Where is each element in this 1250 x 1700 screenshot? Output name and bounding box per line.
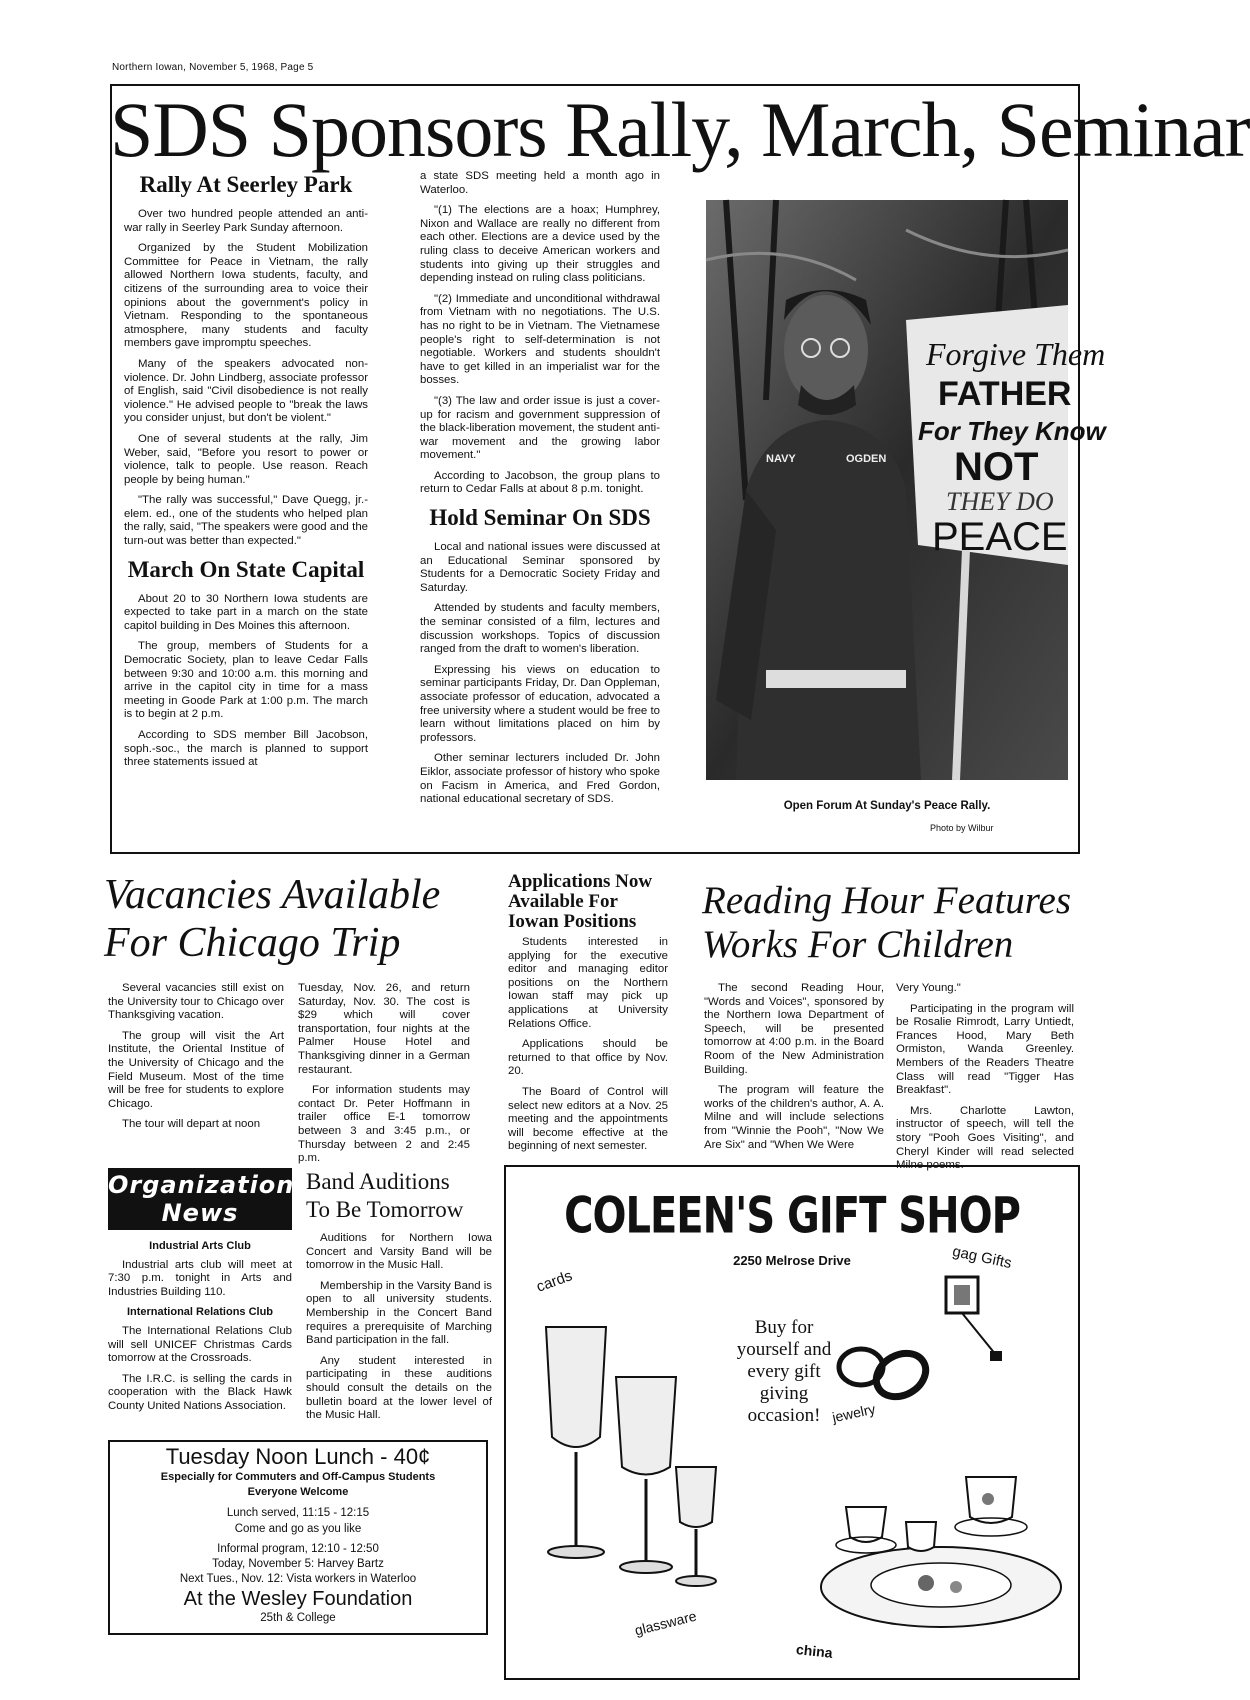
rally-headline: Rally At Seerley Park: [139, 172, 353, 197]
reading-headline-2: Works For Children: [702, 923, 1014, 966]
march-cont-paragraph: "(2) Immediate and unconditional withdrawal from Vietnam with no negotiations. The U.S. has no right to be in Vietnam. The Vietnamese people's right to self-determination is not negotiable. Workers and students shouldn't have to get killed in an imperialist war for the bosses.: [420, 292, 660, 387]
lunch-line: Especially for Commuters and Off-Campus Students: [160, 1471, 436, 1483]
chicago-paragraph: The group will visit the Art Institute, the Oriental Institue of the University of Chicago and the Field Museum. Most of the time will be free for students to explore Chicago.: [108, 1029, 284, 1110]
sign-line: Forgive Them: [926, 336, 1106, 372]
reading-paragraph: The second Reading Hour, "Words and Voices", sponsored by the Northern Iowa Department of Speech, will be presented tomorrow at 4:00 p.m. in the Board Room of the New Administration Building.: [704, 982, 884, 1076]
lunch-line: Informal program, 12:10 - 12:50: [217, 1543, 379, 1555]
rally-paragraph: "The rally was successful," Dave Quegg, jr.-elem. ed., one of the students who helped plan the rally, said, "The speakers were good and the turn-out was better than expected.": [124, 494, 368, 548]
label-gag-gifts: gag Gifts: [950, 1242, 1014, 1273]
applications-column: [508, 872, 668, 1161]
reading-paragraph: The program will feature the works of the children's author, A. A. Milne and will include selections from "Winnie the Pooh", "Now We Are Six" and "When We Were: [704, 1084, 884, 1151]
label-jewelry: jewelry: [830, 1400, 877, 1426]
band-paragraph: Any student interested in participating in these auditions should consult the details on the bulletin board at the lower level of the Music Hall.: [306, 1354, 492, 1422]
rally-paragraph: Over two hundred people attended an anti-war rally in Seerley Park Sunday afternoon.: [124, 208, 368, 234]
chicago-col-2: [298, 982, 470, 1173]
reading-headline-1: Reading Hour Features: [702, 879, 1071, 922]
march-paragraph: According to SDS member Bill Jacobson, soph.-soc., the march is planned to support three statements issued at: [124, 729, 368, 769]
march-cont-paragraph: "(1) The elections are a hoax; Humphrey, Nixon and Wallace are really no different from each other. Elections are a device used by the ruling class to deceive American workers and students into giving up their struggles and depending instead on ruling class politicians.: [420, 204, 660, 285]
reading-paragraph: Very Young.": [896, 982, 961, 994]
china-illustration: [816, 1467, 1066, 1637]
seminar-paragraph: Attended by students and faculty members, the seminar consisted of a film, lectures and discussion workshops. Topics of discussion ranged from the draft to women's liberation.: [420, 602, 660, 656]
lunch-ad: [108, 1440, 488, 1635]
rally-photo-illustration: [706, 200, 1106, 780]
band-headline-2: To Be Tomorrow: [306, 1197, 464, 1222]
seminar-body: [420, 541, 660, 807]
lunch-line: Today, November 5: Harvey Bartz: [212, 1558, 384, 1570]
march-body: [124, 593, 368, 770]
gift-shop-title: COLEEN'S GIFT SHOP: [564, 1187, 1020, 1245]
rally-paragraph: One of several students at the rally, Jim Weber, said, "Before you resort to power or violence, talk to people. Use reason. Reach people by being human.": [124, 432, 368, 486]
chicago-paragraph: Several vacancies still exist on the University tour to Chicago over Thanksgiving vacation.: [108, 982, 284, 1022]
march-continued-column: [420, 170, 660, 814]
rally-photo: [706, 200, 1106, 780]
club-title: Industrial Arts Club: [149, 1240, 251, 1252]
lunch-line: Come and go as you like: [234, 1523, 362, 1535]
applications-paragraph: The Board of Control will select new editors at a Nov. 25 meeting and the appointments will become effective at the beginning of next semester.: [508, 1085, 668, 1153]
applications-headline: Applications Now Available For Iowan Positions: [508, 871, 653, 932]
lunch-venue: At the Wesley Foundation: [183, 1588, 413, 1610]
organization-news-banner: [108, 1168, 295, 1230]
chicago-paragraph: For information students may contact Dr. Peter Hoffmann in trailer office E-1 tomorrow between 3 and 3:45 p.m., or Thursday between 2 and 2:45 p.m.: [298, 1084, 470, 1165]
rally-column: [124, 172, 368, 777]
sign-line: NOT: [954, 445, 1039, 489]
shirt-text-left: NAVY: [766, 453, 796, 465]
chicago-headline-1: Vacancies Available: [104, 872, 441, 918]
march-headline: March On State Capital: [127, 556, 365, 582]
chicago-col-1: [108, 982, 284, 1139]
gift-shop-address: 2250 Melrose Drive: [733, 1253, 851, 1268]
lunch-title: Tuesday Noon Lunch - 40¢: [165, 1444, 431, 1469]
sign-line: For They Know: [918, 416, 1106, 446]
sign-line: PEACE: [932, 515, 1068, 559]
seminar-headline: Hold Seminar On SDS: [429, 505, 651, 531]
gag-gift-illustration: [936, 1267, 1016, 1377]
shirt-text-right: OGDEN: [846, 453, 887, 465]
chicago-paragraph: Tuesday, Nov. 26, and return Saturday, Nov. 30. The cost is $29 which will cover transportation, four nights at the Palmer House Hotel and Thanksgiving dinner in a German restaurant.: [298, 982, 470, 1076]
seminar-paragraph: Local and national issues were discussed at an Educational Seminar sponsored by Students for a Democratic Society Friday and Saturday.: [420, 541, 660, 594]
glassware-illustration: [526, 1317, 726, 1617]
club-text: The I.R.C. is selling the cards in cooperation with the Black Hawk County United Nations Association.: [108, 1372, 292, 1412]
main-headline: SDS Sponsors Rally, March, Seminar: [110, 86, 1250, 173]
label-china: china: [795, 1641, 834, 1661]
gift-shop-slogan: Buy for yourself and every gift giving occasion!: [736, 1317, 832, 1426]
reading-col-2: [896, 982, 1074, 1180]
rally-paragraph: Many of the speakers advocated non-violence. Dr. John Lindberg, associate professor of English, said "Civil disobedience is not really violence." He advised people to "break the laws you consider unjust, but don't be violent.": [124, 357, 368, 425]
club-text: The International Relations Club will sell UNICEF Christmas Cards tomorrow at the Crossroads.: [108, 1324, 292, 1365]
photo-credit: Photo by Wilbur: [930, 823, 994, 833]
band-column: [306, 1168, 492, 1430]
band-headline-1: Band Auditions: [306, 1169, 450, 1194]
march-cont-paragraph: a state SDS meeting held a month ago in Waterloo.: [420, 170, 660, 196]
band-paragraph: Auditions for Northern Iowa Concert and Varsity Band will be tomorrow in the Music Hall.: [306, 1232, 492, 1272]
march-cont-paragraph: "(3) The law and order issue is just a cover-up for racism and government suppression of the black-liberation movement, the student anti-war movement and the growing labor movement.": [420, 394, 660, 462]
label-cards: cards: [534, 1267, 575, 1296]
label-glassware: glassware: [633, 1607, 699, 1639]
march-cont-body: [420, 170, 660, 497]
lunch-line: Everyone Welcome: [247, 1486, 349, 1498]
org-banner-line-2: News: [161, 1199, 239, 1227]
lunch-line: Next Tues., Nov. 12: Vista workers in Waterloo: [179, 1573, 417, 1585]
jewelry-illustration: [826, 1327, 946, 1417]
lunch-line: Lunch served, 11:15 - 12:15: [226, 1507, 370, 1519]
sign-line: THEY DO: [946, 487, 1054, 516]
march-paragraph: The group, members of Students for a Democratic Society, plan to leave Cedar Falls between 9:30 and 10:00 a.m. this morning and arrive in the capitol city in time for a mass meeting in Goode Park at 1:00 p.m. The march is to begin at 2 p.m.: [124, 640, 368, 721]
sign-line: FATHER: [938, 375, 1072, 413]
lunch-address: 25th & College: [260, 1612, 336, 1624]
rally-body: [124, 208, 368, 549]
gift-shop-ad: [504, 1165, 1080, 1680]
reading-col-1: [704, 982, 884, 1159]
reading-paragraph: Mrs. Charlotte Lawton, instructor of speech, will tell the story "Pooh Goes Visiting", and Cheryl Kinder will read selected Milne poems.: [896, 1104, 1074, 1172]
march-cont-paragraph: According to Jacobson, the group plans to return to Cedar Falls at about 8 p.m. tonight.: [420, 469, 660, 496]
chicago-paragraph: The tour will depart at noon: [122, 1118, 261, 1131]
club-text: Industrial arts club will meet at 7:30 p.m. tonight in Arts and Industries Building 110.: [108, 1258, 292, 1298]
rally-paragraph: Organized by the Student Mobilization Committee for Peace in Vietnam, the rally allowed Northern Iowa students, faculty, and citizens of the surrounding area to voice their opinions about the government's policy in Vietnam. Responding to the spontaneous atmosphere, many students and faculty members gave impromptu speeches.: [124, 242, 368, 350]
seminar-paragraph: Expressing his views on education to seminar participants Friday, Dr. Dan Oppleman, associate professor of education, advocated a free university where a student would be free to learn without limitations placed on him by professors.: [420, 663, 660, 744]
applications-paragraph: Students interested in applying for the executive editor and managing editor positions on the Northern Iowan staff may pick up applications at University Relations Office.: [508, 936, 668, 1030]
club-title: International Relations Club: [126, 1306, 274, 1319]
chicago-headline-2: For Chicago Trip: [104, 920, 401, 966]
band-paragraph: Membership in the Varsity Band is open to all university students. Membership in the Concert Band requires a prerequisite of Marching Band participation in the fall.: [306, 1279, 492, 1347]
march-paragraph: About 20 to 30 Northern Iowa students are expected to take part in a march on the state capitol building in Des Moines this afternoon.: [124, 592, 368, 632]
folio: Northern Iowan, November 5, 1968, Page 5: [112, 62, 314, 73]
seminar-paragraph: Other seminar lecturers included Dr. John Eiklor, associate professor of history who spoke on Facism in America, and Fred Gordon, national educational secretary of SDS.: [420, 752, 660, 806]
org-news-body: [108, 1240, 292, 1421]
photo-caption: Open Forum At Sunday's Peace Rally.: [783, 800, 991, 812]
org-banner-line-1: Organization: [108, 1171, 295, 1199]
reading-paragraph: Participating in the program will be Rosalie Rimrodt, Larry Untiedt, Frances Hood, Mary Beth Ormiston, Wanda Greenley. Members of the Readers Theatre Class will read "Tigger Has Breakfast".: [896, 1002, 1074, 1097]
applications-paragraph: Applications should be returned to that office by Nov. 20.: [508, 1038, 668, 1078]
